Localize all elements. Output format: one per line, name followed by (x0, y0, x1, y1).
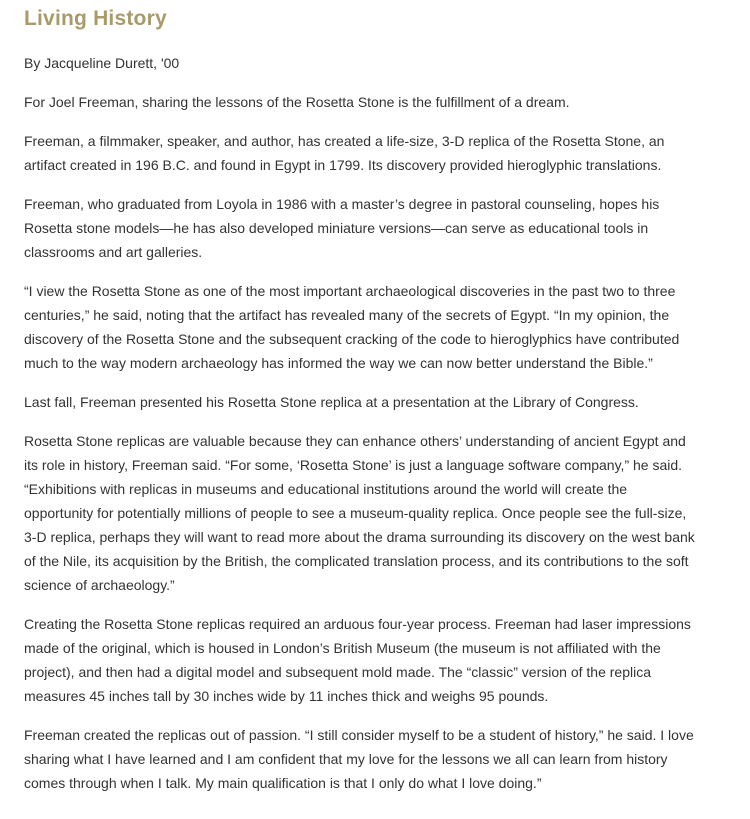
article-paragraph: Freeman, who graduated from Loyola in 1986 with a master’s degree in pastoral counseling, hopes his Rosetta stone models—he has also developed miniature versions—can serve as educational tools in classrooms and art galleries. (24, 196, 660, 260)
article-paragraph: For Joel Freeman, sharing the lessons of the Rosetta Stone is the fulfillment of a dream. (24, 94, 570, 110)
article-paragraph: Freeman, a filmmaker, speaker, and author, has created a life-size, 3-D replica of the Rosetta Stone, an artifact created in 196 B.C. and found in Egypt in 1799. Its discovery provided hieroglyphic translations. (24, 133, 665, 173)
byline: By Jacqueline Durett, '00 (24, 55, 180, 71)
page-title: Living History (24, 7, 167, 30)
article-paragraph: Rosetta Stone replicas are valuable because they can enhance others’ understanding of ancient Egypt and its role in history, Freeman said. “For some, ‘Rosetta Stone’ is just a language software company,” he said. “Exhibitions with replicas in museums and educational institutions around the world will create the opportunity for potentially millions of people to see a museum-quality replica. Once people see the full-size, 3-D replica, perhaps they will want to read more about the drama surrounding its discovery on the west bank of the Nile, its acquisition by the British, the complicated translation process, and its contributions to the soft science of archaeology.” (24, 433, 695, 593)
article-paragraph: Last fall, Freeman presented his Rosetta Stone replica at a presentation at the Library of Congress. (24, 394, 639, 410)
article-paragraph: Freeman created the replicas out of passion. “I still consider myself to be a student of history,” he said. I love sharing what I have learned and I am confident that my love for the lessons we all can learn from history comes through when I talk. My main qualification is that I only do what I love doing.” (24, 727, 694, 791)
article-paragraph: Creating the Rosetta Stone replicas required an arduous four-year process. Freeman had laser impressions made of the original, which is housed in London’s British Museum (the museum is not affiliated with the project), and then had a digital model and subsequent mold made. The “classic” version of the replica measures 45 inches tall by 30 inches wide by 11 inches thick and weighs 95 pounds. (24, 616, 691, 704)
article-body (24, 90, 700, 795)
article-paragraph: “I view the Rosetta Stone as one of the most important archaeological discoveries in the past two to three centuries,” he said, noting that the artifact has revealed many of the secrets of Egypt. “In my opinion, the discovery of the Rosetta Stone and the subsequent cracking of the code to hieroglyphics have contributed much to the way modern archaeology has informed the way we can now better understand the Bible.” (24, 283, 680, 371)
